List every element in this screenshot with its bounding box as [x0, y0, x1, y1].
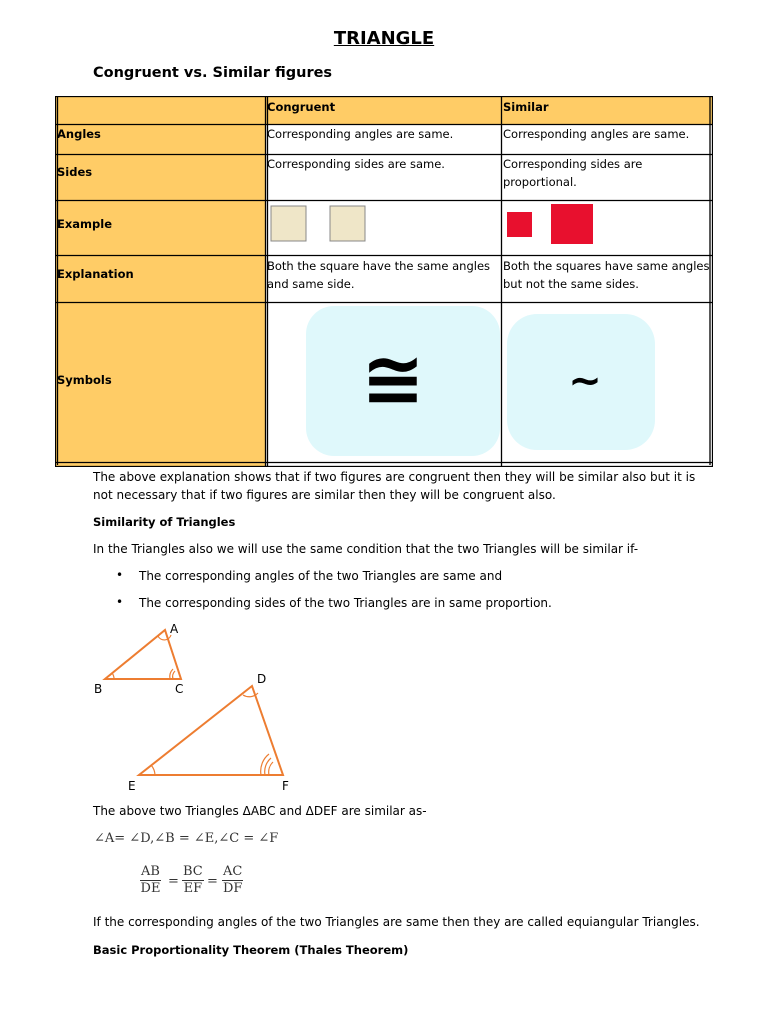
ratio-bc-ef: [182, 864, 204, 896]
paragraph-1-line1: The above explanation shows that if two figures are congruent then they will be similar also but it is: [93, 470, 696, 484]
congruent-symbol: ≅: [361, 334, 425, 423]
sides-similar-line1: Corresponding sides are: [503, 157, 643, 171]
vertex-label-f: F: [282, 779, 289, 793]
ratio-ac-df: [222, 864, 243, 896]
vertex-label-a: A: [170, 622, 179, 636]
similar-square-large: [551, 204, 593, 244]
explanation-congruent-line1: Both the square have the same angles: [267, 259, 491, 273]
comparison-table: [55, 96, 713, 467]
bullet-dot: •: [116, 595, 124, 609]
ratio-ab-de: [140, 864, 161, 896]
explanation-congruent-line2: and same side.: [267, 277, 355, 291]
row-label-symbols: Symbols: [57, 373, 112, 387]
similar-square-small: [507, 212, 532, 237]
angles-congruent: Corresponding angles are same.: [267, 127, 454, 141]
equals-sign-1: =: [168, 874, 179, 889]
vertex-label-c: C: [175, 682, 184, 696]
heading-similarity: Similarity of Triangles: [93, 515, 236, 529]
sides-similar-line2: proportional.: [503, 175, 577, 189]
congruent-square-1: [271, 206, 306, 241]
label-column-bg: [56, 97, 266, 466]
vertex-label-e: E: [128, 779, 136, 793]
bullet-dot: •: [116, 568, 124, 582]
paragraph-1-line2: not necessary that if two figures are similar then they will be congruent also.: [93, 488, 556, 502]
paragraph-4: If the corresponding angles of the two Triangles are same then they are called equiangular Triangles.: [93, 915, 700, 929]
row-label-example: Example: [57, 217, 112, 231]
header-congruent: Congruent: [267, 100, 336, 114]
ratio-2-denominator: EF: [183, 881, 203, 896]
explanation-similar-line2: but not the same sides.: [503, 277, 639, 291]
heading-bpt: Basic Proportionality Theorem (Thales Theorem): [93, 943, 409, 957]
row-label-explanation: Explanation: [57, 267, 134, 281]
ratio-3-denominator: DF: [222, 881, 243, 896]
congruent-square-2: [330, 206, 365, 241]
ratio-2-numerator: BC: [183, 864, 203, 879]
page-title: TRIANGLE: [333, 28, 435, 49]
vertex-label-b: B: [94, 682, 103, 696]
sides-congruent: Corresponding sides are same.: [267, 157, 445, 171]
bullet-item-1: The corresponding angles of the two Triangles are same and: [139, 569, 503, 583]
bullet-item-2: The corresponding sides of the two Triangles are in same proportion.: [139, 596, 552, 610]
paragraph-2: In the Triangles also we will use the same condition that the two Triangles will be similar if-: [93, 542, 639, 556]
angles-similar: Corresponding angles are same.: [503, 127, 690, 141]
angle-equality: ∠A= ∠D,∠B = ∠E,∠C = ∠F: [94, 831, 279, 846]
triangle-def: [139, 686, 283, 775]
row-label-sides: Sides: [57, 165, 93, 179]
similar-symbol: ~: [568, 358, 602, 404]
row-label-angles: Angles: [57, 127, 101, 141]
vertex-label-d: D: [257, 672, 267, 686]
paragraph-3: The above two Triangles ΔABC and ΔDEF are similar as-: [93, 804, 427, 818]
ratio-3-numerator: AC: [223, 864, 243, 879]
header-similar: Similar: [503, 100, 549, 114]
explanation-similar-line1: Both the squares have same angles: [503, 259, 710, 273]
section-subtitle: Congruent vs. Similar figures: [93, 65, 333, 81]
ratio-1-denominator: DE: [140, 881, 161, 896]
equals-sign-2: =: [207, 874, 218, 889]
triangles-figure: [85, 618, 305, 798]
ratio-1-numerator: AB: [141, 864, 160, 879]
